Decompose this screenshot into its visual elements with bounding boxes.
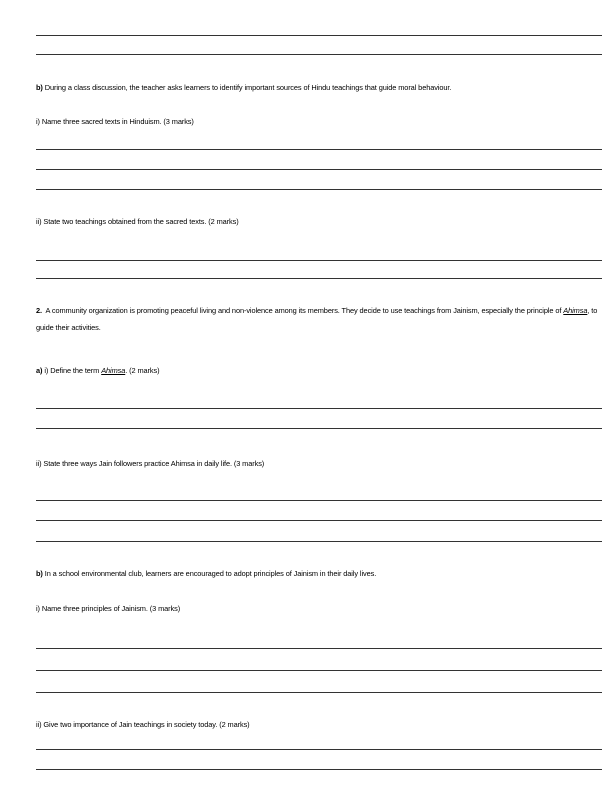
ahimsa-term: Ahimsa xyxy=(563,306,588,315)
answer-line xyxy=(36,35,602,36)
question-number: 2. xyxy=(36,306,42,315)
answer-line xyxy=(36,648,602,649)
answer-line xyxy=(36,500,602,501)
question-label: b) xyxy=(36,83,43,92)
answer-line xyxy=(36,541,602,542)
ahimsa-term: Ahimsa xyxy=(101,366,126,375)
question-text-end: , to guide their activities. xyxy=(36,306,598,332)
question-2b-ii: ii) Give two importance of Jain teachings in society today. (2 marks) xyxy=(36,720,250,729)
answer-line xyxy=(36,54,602,55)
question-1b-ii: ii) State two teachings obtained from the sacred texts. (2 marks) xyxy=(36,217,239,226)
question-2a-i xyxy=(36,366,159,375)
answer-line xyxy=(36,428,602,429)
answer-line xyxy=(36,692,602,693)
question-2b-i: i) Name three principles of Jainism. (3 marks) xyxy=(36,604,181,613)
question-text: A community organization is promoting peaceful living and non-violence among its members. They decide to use teachings from Jainism, especially the principle of xyxy=(45,306,562,315)
question-marks: . (2 marks) xyxy=(125,366,160,375)
question-2-prompt xyxy=(36,302,604,336)
answer-line xyxy=(36,260,602,261)
question-text: i) Define the term xyxy=(44,366,100,375)
question-1b-i: i) Name three sacred texts in Hinduism. (3 marks) xyxy=(36,117,194,126)
question-1b-prompt xyxy=(36,83,451,92)
question-label: a) xyxy=(36,366,43,375)
question-2b-prompt xyxy=(36,569,376,578)
answer-line xyxy=(36,278,602,279)
answer-line xyxy=(36,670,602,671)
question-label: b) xyxy=(36,569,43,578)
answer-line xyxy=(36,189,602,190)
answer-line xyxy=(36,408,602,409)
question-2a-ii: ii) State three ways Jain followers practice Ahimsa in daily life. (3 marks) xyxy=(36,459,265,468)
answer-line xyxy=(36,520,602,521)
answer-line xyxy=(36,169,602,170)
question-text: During a class discussion, the teacher asks learners to identify important sources of Hindu teachings that guide moral behaviour. xyxy=(44,83,452,92)
answer-line xyxy=(36,149,602,150)
answer-line xyxy=(36,769,602,770)
question-text: In a school environmental club, learners are encouraged to adopt principles of Jainism in their daily lives. xyxy=(44,569,377,578)
answer-line xyxy=(36,749,602,750)
